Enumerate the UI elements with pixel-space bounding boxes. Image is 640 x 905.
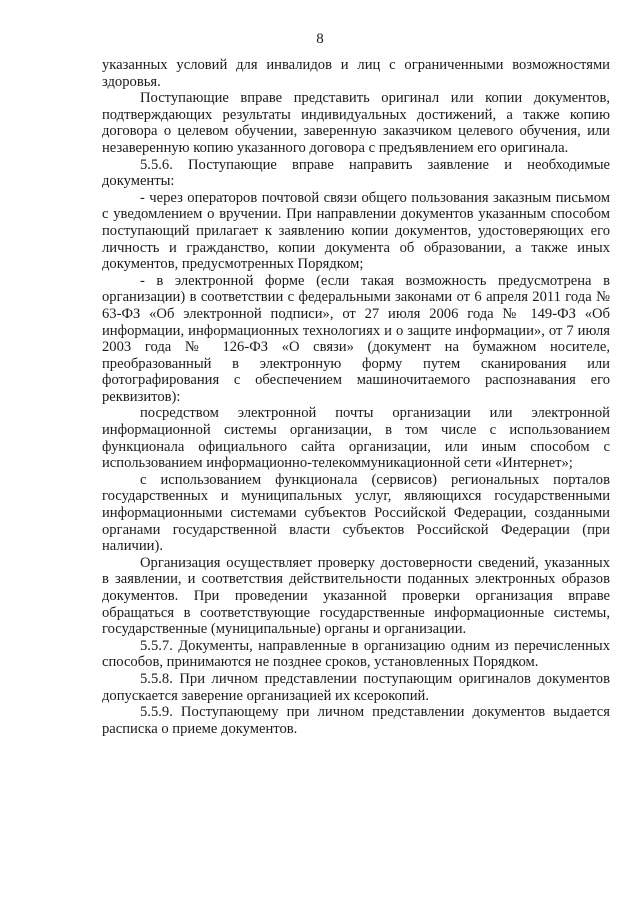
paragraph-email-submission: посредством электронной почты организации или электронной информационной системы организации, в том числе с использованием функционала официального сайта организации, или иным способом с использованием информационно-телекоммуникационной сети «Интернет»; bbox=[102, 405, 610, 472]
paragraph-electronic-submission: - в электронной форме (если такая возможность предусмотрена в организации) в соответствии с федеральными законами от 6 апреля 2011 года № 63-ФЗ «Об электронной подписи», от 27 июля 2006 года № 149-ФЗ «Об информации, информационных технологиях и о защите информации», от 7 июля 2003 года № 126-ФЗ «О связи» (документ на бумажном носителе, преобразованный в электронную форму путем сканирования или фотографирования с обеспечением машиночитаемого распознавания его реквизитов): bbox=[102, 272, 610, 405]
paragraph-5-5-6: 5.5.6. Поступающие вправе направить заявление и необходимые документы: bbox=[102, 156, 610, 190]
paragraph-5-5-8: 5.5.8. При личном представлении поступающим оригиналов документов допускается заверение организацией их ксерокопий. bbox=[102, 670, 610, 704]
paragraph-continuation: указанных условий для инвалидов и лиц с ограниченными возможностями здоровья. bbox=[102, 57, 610, 90]
page-number: 8 bbox=[316, 31, 324, 47]
paragraph-postal-submission: - через операторов почтовой связи общего пользования заказным письмом с уведомлением о вручении. При направлении документов указанным способом поступающий прилагает к заявлению копии документов, удостоверяющих его личность и гражданство, копии документа об образовании, а также иных документов, предусмотренных Порядком; bbox=[102, 189, 610, 273]
paragraph-5-5-7: 5.5.7. Документы, направленные в организацию одним из перечисленных способов, принимаются не позднее сроков, установленных Порядком. bbox=[102, 637, 610, 671]
paragraph-originals-or-copies: Поступающие вправе представить оригинал или копии документов, подтверждающих результаты индивидуальных достижений, а также копию договора о целевом обучении, заверенную заказчиком целевого обучения, или незаверенную копию указанного договора с предъявлением его оригинала. bbox=[102, 90, 610, 156]
paragraph-regional-portals: с использованием функционала (сервисов) региональных порталов государственных и муниципальных услуг, являющихся государственными информационными системами субъектов Российской Федерации, созданными органами государственной власти субъектов Российской Федерации (при наличии). bbox=[102, 471, 610, 555]
document-body bbox=[102, 57, 610, 737]
paragraph-5-5-9: 5.5.9. Поступающему при личном представлении документов выдается расписка о приеме документов. bbox=[102, 704, 610, 737]
paragraph-verification: Организация осуществляет проверку достоверности сведений, указанных в заявлении, и соответствия действительности поданных электронных образов документов. При проведении указанной проверки организация вправе обращаться в соответствующие государственные информационные системы, государственные (муниципальные) органы и организации. bbox=[102, 554, 610, 638]
